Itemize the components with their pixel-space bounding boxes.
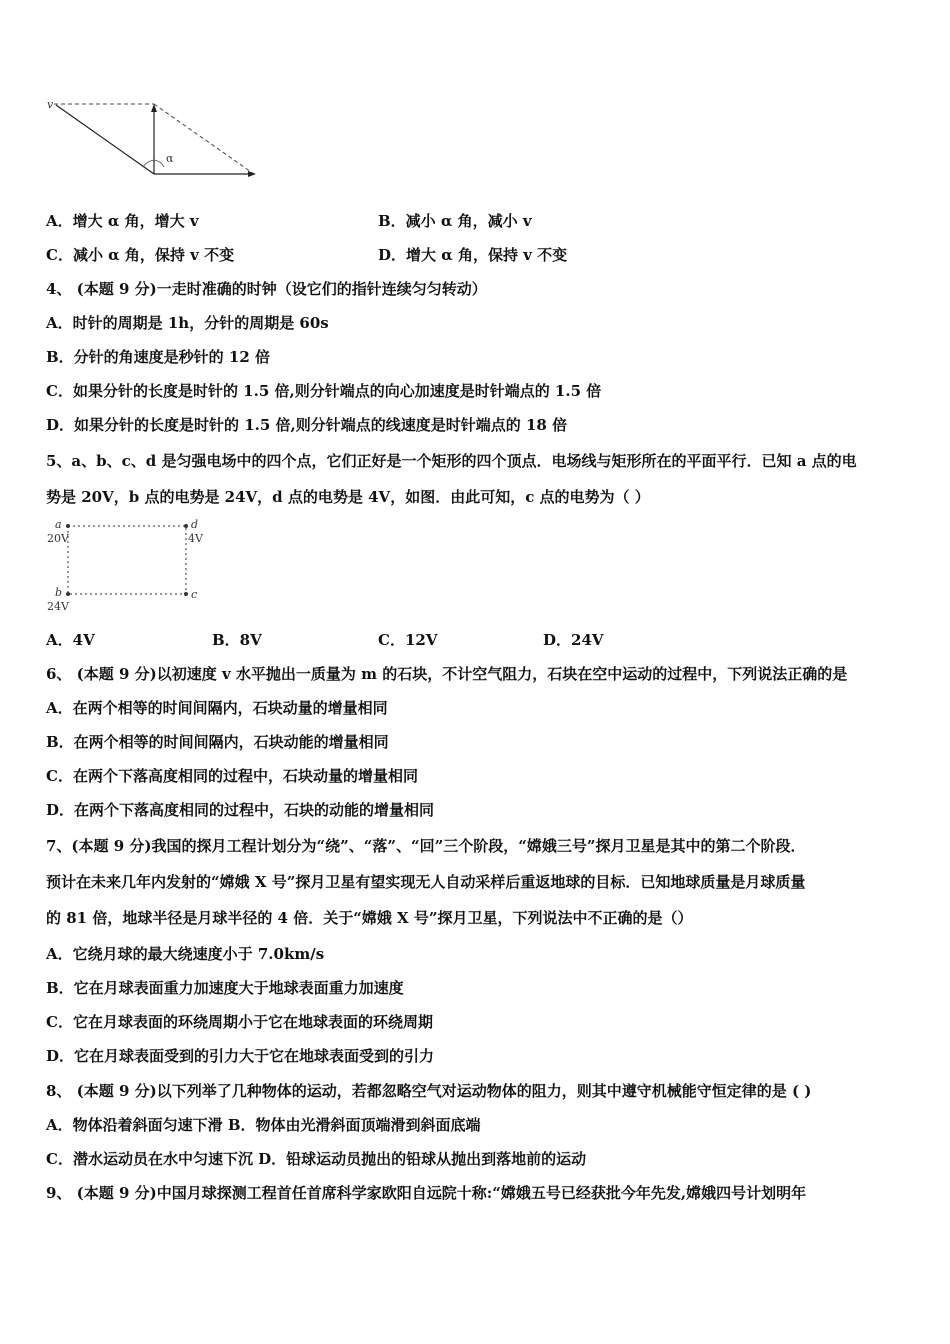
q4-option-a: A．时针的周期是 1h，分针的周期是 60s — [46, 314, 329, 332]
q5-option-d: D．24V — [543, 631, 604, 649]
point-b-value: 24V — [47, 600, 69, 613]
q4-stem: 4、 (本题 9 分)一走时准确的时钟（设它们的指针连续匀匀转动） — [46, 280, 487, 298]
q6-option-a: A．在两个相等的时间间隔内，石块动量的增量相同 — [46, 699, 388, 717]
rectangle-field-diagram — [44, 516, 214, 616]
q8-options-line1: A．物体沿着斜面匀速下滑 B．物体由光滑斜面顶端滑到斜面底端 — [46, 1116, 481, 1134]
q8-stem: 8、 (本题 9 分)以下列举了几种物体的运动，若都忽略空气对运动物体的阻力，则其中遵守机械能守恒定律的是 ( ) — [46, 1082, 812, 1100]
q9-stem: 9、 (本题 9 分)中国月球探测工程首任首席科学家欧阳自远院十称:“嫦娥五号已经获批今年先发,嫦娥四号计划明年 — [46, 1184, 807, 1202]
q5-stem-line2: 势是 20V，b 点的电势是 24V，d 点的电势是 4V，如图．由此可知，c 点的电势为（ ） — [46, 488, 650, 506]
point-d-value: 4V — [188, 532, 203, 545]
q3-option-b: B．减小 α 角，减小 v — [378, 212, 532, 230]
q4-option-c: C．如果分针的长度是时针的 1.5 倍,则分针端点的向心加速度是时针端点的 1.5 倍 — [46, 382, 602, 400]
velocity-diagram — [44, 92, 264, 182]
q5-stem-line1: 5、a、b、c、d 是匀强电场中的四个点，它们正好是一个矩形的四个顶点．电场线与矩形所在的平面平行．已知 a 点的电 — [46, 452, 857, 470]
q6-option-d: D．在两个下落高度相同的过程中，石块的动能的增量相同 — [46, 801, 435, 819]
q6-stem: 6、 (本题 9 分)以初速度 v 水平抛出一质量为 m 的石块，不计空气阻力，石块在空中运动的过程中，下列说法正确的是 — [46, 665, 848, 683]
q7-option-c: C．它在月球表面的环绕周期小于它在地球表面的环绕周期 — [46, 1013, 433, 1031]
point-c-label: c — [191, 588, 198, 601]
q4-option-b: B．分针的角速度是秒针的 12 倍 — [46, 348, 270, 366]
q6-option-b: B．在两个相等的时间间隔内，石块动能的增量相同 — [46, 733, 389, 751]
q7-stem-line1: 7、(本题 9 分)我国的探月工程计划分为“绕”、“落”、“回”三个阶段，“嫦娥三号”探月卫星是其中的第二个阶段． — [46, 837, 806, 855]
q4-option-d: D．如果分针的长度是时针的 1.5 倍,则分针端点的线速度是时针端点的 18 倍 — [46, 416, 568, 434]
q3-option-a: A．增大 α 角，增大 v — [46, 212, 199, 230]
alpha-label: α — [166, 152, 174, 165]
v-label: v — [47, 98, 54, 111]
point-a-label: a — [55, 518, 62, 531]
q7-option-d: D．它在月球表面受到的引力大于它在地球表面受到的引力 — [46, 1047, 435, 1065]
q5-option-b: B．8V — [212, 631, 262, 649]
point-a-value: 20V — [47, 532, 69, 545]
q6-option-c: C．在两个下落高度相同的过程中，石块动量的增量相同 — [46, 767, 418, 785]
q7-stem-line2: 预计在未来几年内发射的“嫦娥 X 号”探月卫星有望实现无人自动采样后重返地球的目标．已知地球质量是月球质量 — [46, 873, 806, 891]
q8-options-line2: C．潜水运动员在水中匀速下沉 D．铅球运动员抛出的铅球从抛出到落地前的运动 — [46, 1150, 587, 1168]
q5-option-a: A．4V — [46, 631, 95, 649]
q7-option-b: B．它在月球表面重力加速度大于地球表面重力加速度 — [46, 979, 404, 997]
q3-option-d: D．增大 α 角，保持 v 不变 — [378, 246, 568, 264]
q7-option-a: A．它绕月球的最大绕速度小于 7.0km/s — [46, 945, 325, 963]
q3-option-c: C．减小 α 角，保持 v 不变 — [46, 246, 235, 264]
point-d-label: d — [191, 518, 199, 531]
q7-stem-line3: 的 81 倍，地球半径是月球半径的 4 倍．关于“嫦娥 X 号”探月卫星，下列说法中不正确的是（） — [46, 909, 693, 927]
q5-option-c: C．12V — [378, 631, 438, 649]
point-b-label: b — [55, 586, 63, 599]
